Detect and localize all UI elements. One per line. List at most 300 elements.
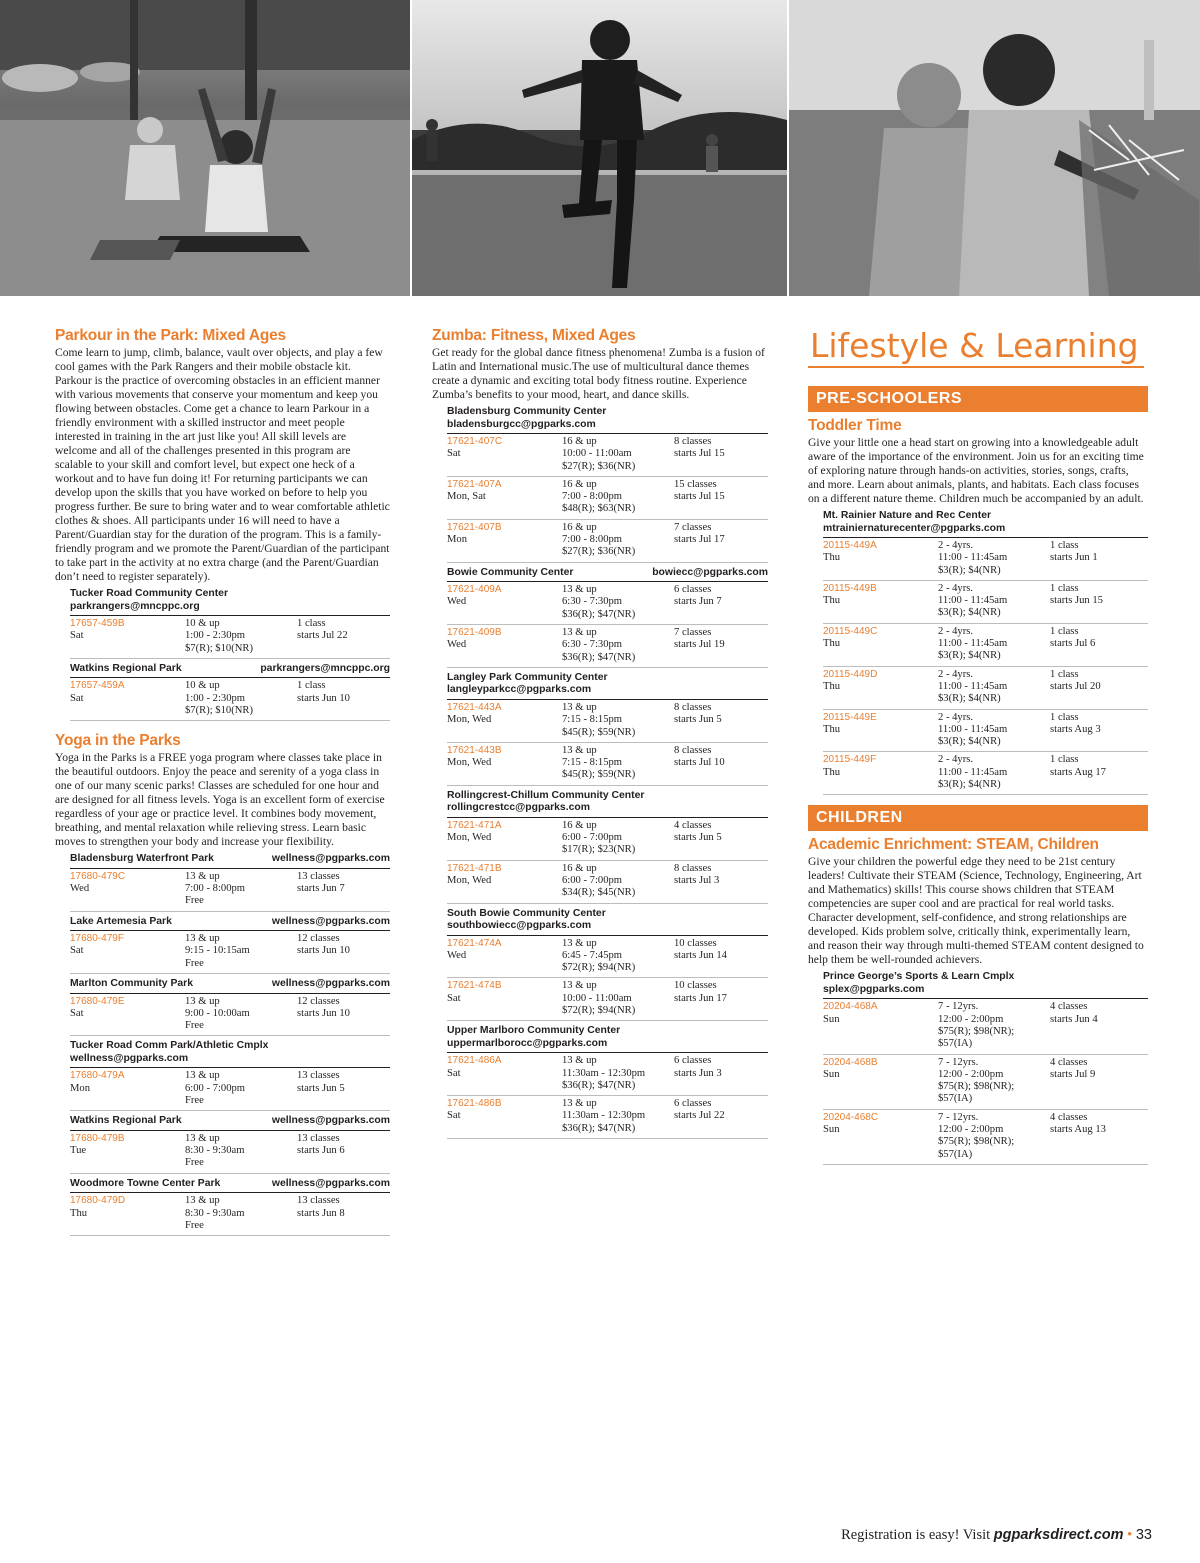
location-block bbox=[447, 790, 768, 904]
class-row bbox=[70, 1131, 390, 1174]
class-age: 13 & up bbox=[185, 1195, 220, 1207]
class-code[interactable]: 17621-409A bbox=[447, 584, 502, 596]
class-row bbox=[823, 710, 1148, 753]
class-age: 7 - 12yrs. bbox=[938, 1001, 979, 1013]
class-code[interactable]: 20115-449D bbox=[823, 668, 878, 680]
class-start: starts Jul 20 bbox=[1050, 680, 1101, 692]
class-spacer bbox=[447, 962, 562, 974]
location-header bbox=[823, 971, 1148, 999]
class-age: 13 & up bbox=[562, 937, 597, 949]
class-code[interactable]: 17621-471A bbox=[447, 819, 502, 831]
location-email[interactable]: bowiecc@pgparks.com bbox=[652, 566, 768, 578]
class-fee: $34(R); $45(NR) bbox=[562, 887, 636, 899]
class-start: starts Jun 6 bbox=[297, 1145, 345, 1157]
class-day: Mon, Sat bbox=[447, 491, 486, 503]
location-email[interactable]: wellness@pgparks.com bbox=[70, 1052, 189, 1064]
class-time: 1:00 - 2:30pm bbox=[185, 630, 246, 642]
class-code[interactable]: 17657-459A bbox=[70, 680, 125, 692]
class-time: 11:00 - 11:45am bbox=[938, 595, 1008, 607]
category-band: PRE-SCHOOLERS bbox=[808, 386, 1148, 412]
class-start: starts Jun 3 bbox=[674, 1067, 722, 1079]
class-row bbox=[823, 667, 1148, 710]
class-count: 10 classes bbox=[674, 937, 717, 949]
class-age: 2 - 4yrs. bbox=[938, 754, 974, 766]
class-day: Wed bbox=[447, 596, 467, 608]
location-block bbox=[70, 663, 390, 721]
class-code[interactable]: 20115-449B bbox=[823, 582, 877, 594]
class-time: 6:30 - 7:30pm bbox=[562, 639, 623, 651]
class-fee: $36(R); $47(NR) bbox=[562, 651, 636, 663]
location-block bbox=[447, 406, 768, 563]
class-time: 8:30 - 9:30am bbox=[185, 1207, 245, 1219]
class-age: 16 & up bbox=[562, 436, 597, 447]
class-day: Wed bbox=[70, 883, 90, 895]
class-age: 13 & up bbox=[185, 995, 220, 1007]
location-block bbox=[70, 1040, 390, 1111]
location-header-row bbox=[70, 853, 390, 866]
section-description: Give your children the powerful edge they need to be 21st century leaders! Cultivate their STEAM (Science, Technology, Engineering, Art and Mathematics) skills! This course shows children that STEAM competencies are super cool and are practical for real world tasks. Character development, self-confidence, and strong relationships are developed. Kids problem solve, critically think, experimentally learn, and reason their way through multi-themed STEAM content designed to help them be well-rounded achievers. bbox=[808, 855, 1144, 967]
location-header bbox=[70, 853, 390, 869]
location-name: Rollingcrest-Chillum Community Center bbox=[447, 789, 645, 801]
class-spacer bbox=[447, 1123, 562, 1135]
section-description: Come learn to jump, climb, balance, vault over objects, and play a few cool games with the Park Rangers and their mobile obstacle kit. Parkour is the practice of overcoming obstacles in an efficient manner with various movements that conserve your momentum and keep you flowing between obstacles. Come get a chance to learn Parkour in a friendly environment with a skilled instructor and meet people interested in training in the art just like you! All skill levels are welcome and all of the challenges presented in this program are scalable to your skill and comfort level, but expect one heck of a workout and to have fun doing it! For returning participants we can develop upon the skills that you have worked on before to help you progress further. Be sure to bring water and to wear comfortable athletic clothes & shoes. All participants under 16 will need to have a Parent/Guardian stay for the duration of the program. This is a family-friendly program and we promote the Parent/Guardian of the participant to take part in the activity at no extra charge (and the Parent/Guardian don’t need to register separately). bbox=[55, 346, 390, 583]
program-section bbox=[55, 326, 390, 721]
class-row bbox=[823, 1110, 1148, 1165]
class-count: 1 class bbox=[1050, 668, 1079, 680]
class-code[interactable]: 20204-468A bbox=[823, 1001, 878, 1013]
class-count: 15 classes bbox=[674, 478, 717, 490]
class-day: Sat bbox=[447, 448, 461, 460]
class-time: 6:00 - 7:00pm bbox=[562, 832, 623, 844]
class-spacer bbox=[70, 1095, 185, 1107]
class-fee: $75(R); $98(NR); $57(IA) bbox=[938, 1136, 1015, 1160]
location-email[interactable]: parkrangers@mncppc.org bbox=[70, 600, 200, 612]
class-start: starts Jul 9 bbox=[1050, 1068, 1096, 1080]
class-code[interactable]: 17680-479A bbox=[70, 1070, 125, 1082]
class-day: Sat bbox=[70, 1007, 84, 1019]
class-age: 10 & up bbox=[185, 680, 220, 692]
location-email[interactable]: wellness@pgparks.com bbox=[271, 1115, 390, 1127]
class-count: 1 class bbox=[1050, 582, 1079, 594]
class-fee: $17(R); $23(NR) bbox=[562, 844, 636, 856]
class-start: starts Aug 17 bbox=[1050, 766, 1106, 778]
location-name: Tucker Road Community Center bbox=[70, 588, 228, 599]
class-time: 7:00 - 8:00pm bbox=[185, 883, 246, 895]
location-name: Mt. Rainier Nature and Rec Center bbox=[823, 510, 992, 521]
location-name: Watkins Regional Park bbox=[70, 1115, 182, 1127]
class-code[interactable]: 17621-486A bbox=[447, 1055, 502, 1067]
class-start: starts Jul 10 bbox=[674, 757, 725, 769]
class-count: 4 classes bbox=[1050, 1056, 1088, 1068]
location-name: Lake Artemesia Park bbox=[70, 915, 172, 927]
location-email[interactable]: wellness@pgparks.com bbox=[271, 978, 390, 990]
class-age: 10 & up bbox=[185, 618, 220, 629]
class-spacer bbox=[447, 1080, 562, 1092]
class-start: starts Jun 7 bbox=[674, 596, 722, 608]
location-email[interactable]: splex@pgparks.com bbox=[823, 983, 925, 995]
class-row bbox=[823, 999, 1148, 1054]
class-spacer bbox=[447, 844, 562, 856]
class-fee: $36(R); $47(NR) bbox=[562, 608, 636, 620]
class-age: 13 & up bbox=[185, 1070, 220, 1082]
class-code[interactable]: 17621-474B bbox=[447, 980, 502, 992]
class-day: Wed bbox=[447, 639, 467, 651]
class-code[interactable]: 17621-471B bbox=[447, 862, 502, 874]
class-spacer bbox=[447, 887, 562, 899]
class-day: Mon bbox=[70, 1082, 91, 1094]
class-time: 11:00 - 11:45am bbox=[938, 552, 1008, 564]
class-spacer bbox=[447, 769, 562, 781]
location-block bbox=[70, 916, 390, 974]
column-2 bbox=[432, 326, 768, 1139]
class-fee: Free bbox=[185, 1219, 204, 1231]
class-count: 4 classes bbox=[674, 819, 712, 831]
location-block bbox=[447, 908, 768, 1022]
location-header-row bbox=[70, 663, 390, 676]
class-code[interactable]: 17680-479E bbox=[70, 995, 125, 1007]
class-row bbox=[447, 743, 768, 786]
section-description: Give your little one a head start on growing into a knowledgeable adult aware of the importance of the environment. Join us for an exciting time of exploring nature through hands-on activities, stories, songs, crafts, and more. Learn about animals, plants, and habitats. Each class focuses on a different nature theme. Children much be accompanied by an adult. bbox=[808, 436, 1144, 505]
class-count: 1 class bbox=[297, 680, 326, 692]
class-start: starts Jun 5 bbox=[674, 714, 722, 726]
class-start: starts Jun 15 bbox=[1050, 595, 1103, 607]
class-start: starts Jun 4 bbox=[1050, 1013, 1098, 1025]
location-name: Prince George’s Sports & Learn Cmplx bbox=[823, 971, 1015, 983]
location-email[interactable]: rollingcrestcc@pgparks.com bbox=[447, 802, 590, 814]
footer-bullet: • bbox=[1127, 1527, 1133, 1543]
class-day: Sat bbox=[447, 1067, 461, 1079]
class-time: 6:30 - 7:30pm bbox=[562, 596, 623, 608]
class-age: 13 & up bbox=[562, 627, 597, 639]
class-count: 8 classes bbox=[674, 436, 712, 447]
class-day: Thu bbox=[823, 766, 841, 778]
location-email[interactable]: wellness@pgparks.com bbox=[271, 853, 390, 865]
program-section bbox=[55, 731, 390, 1236]
class-time: 9:00 - 10:00am bbox=[185, 1007, 250, 1019]
class-row bbox=[823, 538, 1148, 581]
class-start: starts Jul 22 bbox=[297, 630, 348, 642]
class-fee: $72(R); $94(NR) bbox=[562, 1005, 636, 1016]
location-email[interactable]: wellness@pgparks.com bbox=[271, 915, 390, 927]
class-start: starts Jul 22 bbox=[674, 1110, 725, 1122]
class-day: Thu bbox=[823, 723, 841, 735]
class-spacer bbox=[447, 1005, 562, 1017]
section-title: Zumba: Fitness, Mixed Ages bbox=[432, 327, 636, 344]
location-block bbox=[70, 1178, 390, 1236]
class-start: starts Jun 10 bbox=[297, 945, 350, 957]
class-fee: $3(R); $4(NR) bbox=[938, 693, 1001, 705]
class-count: 6 classes bbox=[674, 1055, 712, 1067]
class-day: Sun bbox=[823, 1068, 840, 1080]
class-fee: $3(R); $4(NR) bbox=[938, 736, 1001, 748]
class-day: Tue bbox=[70, 1145, 87, 1157]
class-fee: $3(R); $4(NR) bbox=[938, 650, 1001, 662]
class-start: starts Jun 7 bbox=[297, 883, 345, 895]
class-time: 7:00 - 8:00pm bbox=[562, 534, 623, 546]
location-email[interactable]: southbowiecc@pgparks.com bbox=[447, 920, 592, 932]
class-time: 7:15 - 8:15pm bbox=[562, 757, 623, 769]
class-code[interactable]: 17657-459B bbox=[70, 618, 125, 629]
class-age: 13 & up bbox=[562, 980, 597, 992]
class-age: 13 & up bbox=[562, 744, 597, 756]
location-email[interactable]: wellness@pgparks.com bbox=[271, 1177, 390, 1189]
class-time: 9:15 - 10:15am bbox=[185, 945, 250, 957]
class-code[interactable]: 17621-486B bbox=[447, 1098, 502, 1110]
class-count: 13 classes bbox=[297, 1132, 340, 1144]
location-name: Watkins Regional Park bbox=[70, 662, 182, 674]
class-count: 4 classes bbox=[1050, 1001, 1088, 1013]
class-age: 16 & up bbox=[562, 819, 597, 831]
class-start: starts Jul 19 bbox=[674, 639, 725, 651]
title-underline bbox=[808, 366, 1144, 368]
class-spacer bbox=[70, 1157, 185, 1169]
class-time: 11:00 - 11:45am bbox=[938, 638, 1008, 650]
class-start: starts Jun 8 bbox=[297, 1207, 345, 1219]
class-row bbox=[70, 1068, 390, 1111]
class-count: 7 classes bbox=[674, 627, 712, 639]
location-name: Tucker Road Comm Park/Athletic Cmplx bbox=[70, 1040, 269, 1052]
class-count: 1 class bbox=[297, 618, 326, 629]
class-code[interactable]: 17621-407B bbox=[447, 521, 502, 533]
location-header bbox=[823, 510, 1148, 538]
class-count: 4 classes bbox=[1050, 1111, 1088, 1123]
class-spacer bbox=[823, 736, 938, 748]
location-header bbox=[70, 978, 390, 994]
class-day: Thu bbox=[823, 638, 841, 650]
location-email[interactable]: parkrangers@mncppc.org bbox=[260, 662, 390, 674]
location-name: South Bowie Community Center bbox=[447, 907, 606, 919]
class-count: 1 class bbox=[1050, 540, 1079, 551]
class-age: 7 - 12yrs. bbox=[938, 1111, 979, 1123]
column-3 bbox=[808, 326, 1148, 1165]
class-fee: $3(R); $4(NR) bbox=[938, 779, 1001, 791]
class-fee: $45(R); $59(NR) bbox=[562, 726, 636, 738]
class-row bbox=[447, 861, 768, 904]
class-spacer bbox=[70, 705, 185, 717]
class-age: 13 & up bbox=[562, 1055, 597, 1067]
class-row bbox=[70, 869, 390, 912]
class-count: 13 classes bbox=[297, 1070, 340, 1082]
photo-strip bbox=[0, 0, 1200, 296]
class-fee: Free bbox=[185, 1157, 204, 1169]
section-description: Get ready for the global dance fitness phenomena! Zumba is a fusion of Latin and International music.The use of multicultural dance themes create a dynamic and exciting total body fitness routine. Experience Zumba’s benefits to your mood, heart, and dance skills. bbox=[432, 346, 765, 401]
steam-photo bbox=[789, 0, 1200, 296]
class-code[interactable]: 20115-449C bbox=[823, 625, 878, 637]
class-row bbox=[447, 477, 768, 520]
location-email[interactable]: langleyparkcc@pgparks.com bbox=[447, 684, 592, 696]
yoga-photo bbox=[0, 0, 410, 296]
class-age: 13 & up bbox=[562, 701, 597, 713]
class-age: 16 & up bbox=[562, 521, 597, 533]
class-fee: $72(R); $94(NR) bbox=[562, 962, 636, 974]
class-fee: $27(R); $36(NR) bbox=[562, 460, 636, 472]
class-spacer bbox=[70, 1220, 185, 1232]
location-header-row bbox=[70, 978, 390, 991]
class-code[interactable]: 17680-479D bbox=[70, 1195, 126, 1207]
location-name: Woodmore Towne Center Park bbox=[70, 1177, 221, 1189]
location-header bbox=[70, 1040, 390, 1068]
location-header bbox=[447, 406, 768, 434]
column-1 bbox=[55, 326, 390, 1236]
location-header-row bbox=[70, 1178, 390, 1191]
class-start: starts Jul 15 bbox=[674, 448, 725, 460]
class-start: starts Jul 17 bbox=[674, 534, 725, 546]
class-row bbox=[823, 1055, 1148, 1110]
class-time: 1:00 - 2:30pm bbox=[185, 692, 246, 704]
class-row bbox=[447, 978, 768, 1021]
class-spacer bbox=[823, 1081, 938, 1106]
class-code[interactable]: 20204-468B bbox=[823, 1056, 878, 1068]
location-email[interactable]: bladensburgcc@pgparks.com bbox=[447, 418, 596, 430]
class-start: starts Jun 5 bbox=[674, 832, 722, 844]
class-spacer bbox=[447, 727, 562, 739]
footer-text: Registration is easy! Visit bbox=[841, 1527, 994, 1543]
class-code[interactable]: 20115-449F bbox=[823, 754, 877, 766]
class-spacer bbox=[823, 779, 938, 791]
class-spacer bbox=[823, 1136, 938, 1161]
class-code[interactable]: 17680-479C bbox=[70, 870, 126, 882]
class-start: starts Jun 1 bbox=[1050, 552, 1098, 564]
class-row bbox=[823, 624, 1148, 667]
class-age: 13 & up bbox=[562, 1098, 597, 1110]
class-day: Sun bbox=[823, 1013, 840, 1025]
location-header bbox=[447, 908, 768, 936]
class-count: 13 classes bbox=[297, 870, 340, 882]
class-count: 8 classes bbox=[674, 862, 712, 874]
class-day: Thu bbox=[823, 595, 841, 607]
class-code[interactable]: 17680-479F bbox=[70, 933, 124, 945]
class-row bbox=[70, 616, 390, 659]
class-count: 12 classes bbox=[297, 995, 340, 1007]
location-header-row bbox=[70, 1115, 390, 1128]
location-block bbox=[70, 588, 390, 659]
location-header bbox=[70, 1115, 390, 1131]
class-spacer bbox=[823, 607, 938, 619]
class-fee: $45(R); $59(NR) bbox=[562, 769, 636, 781]
location-block bbox=[70, 1115, 390, 1173]
class-count: 8 classes bbox=[674, 701, 712, 713]
class-row bbox=[823, 581, 1148, 624]
section-description: Yoga in the Parks is a FREE yoga program where classes take place in the beautiful outdoors. Enjoy the peace and serenity of a yoga class in one of our many scenic parks! Classes are scheduled for one hour and are designed for all fitness levels. Yoga is an excellent form of exercise regardless of your age or practice level. It combines body movement, breathing, and mental relaxation while relieving stress. Learn basic moves to strengthen your body and increase your flexibility. bbox=[55, 751, 385, 849]
class-row bbox=[447, 434, 768, 477]
class-spacer bbox=[823, 1026, 938, 1051]
class-code[interactable]: 17621-407A bbox=[447, 478, 502, 490]
location-header bbox=[447, 1025, 768, 1053]
class-spacer bbox=[70, 1020, 185, 1032]
class-time: 8:30 - 9:30am bbox=[185, 1145, 245, 1157]
class-count: 6 classes bbox=[674, 584, 712, 596]
class-count: 1 class bbox=[1050, 754, 1079, 766]
class-start: starts Jun 10 bbox=[297, 692, 350, 704]
location-name: Bladensburg Community Center bbox=[447, 406, 607, 417]
location-name: Langley Park Community Center bbox=[447, 671, 608, 683]
location-header bbox=[70, 1178, 390, 1194]
class-time: 12:00 - 2:00pm bbox=[938, 1013, 1004, 1025]
class-time: 11:30am - 12:30pm bbox=[562, 1067, 646, 1079]
class-row bbox=[447, 818, 768, 861]
class-row bbox=[447, 582, 768, 625]
category-band: CHILDREN bbox=[808, 805, 1148, 831]
class-row bbox=[447, 936, 768, 979]
class-row bbox=[447, 520, 768, 563]
class-day: Mon, Wed bbox=[447, 874, 492, 886]
location-email[interactable]: uppermarlborocc@pgparks.com bbox=[447, 1037, 608, 1049]
class-time: 11:00 - 11:45am bbox=[938, 766, 1008, 778]
location-block bbox=[70, 978, 390, 1036]
class-fee: $27(R); $36(NR) bbox=[562, 546, 636, 558]
page-title: Lifestyle & Learning bbox=[810, 326, 1139, 365]
class-day: Sat bbox=[447, 992, 461, 1004]
class-time: 7:15 - 8:15pm bbox=[562, 714, 623, 726]
class-age: 16 & up bbox=[562, 862, 597, 874]
class-time: 10:00 - 11:00am bbox=[562, 448, 632, 460]
class-day: Mon bbox=[447, 534, 468, 546]
class-row bbox=[447, 1053, 768, 1096]
class-fee: $7(R); $10(NR) bbox=[185, 642, 253, 654]
section-title: Parkour in the Park: Mixed Ages bbox=[55, 327, 286, 344]
class-fee: $36(R); $47(NR) bbox=[562, 1079, 636, 1091]
class-start: starts Jun 5 bbox=[297, 1082, 345, 1094]
class-code[interactable]: 20115-449A bbox=[823, 540, 877, 551]
class-time: 7:00 - 8:00pm bbox=[562, 491, 623, 503]
class-code[interactable]: 20115-449E bbox=[823, 711, 877, 723]
location-block bbox=[447, 672, 768, 786]
footer-site-link[interactable]: pgparksdirect.com bbox=[993, 1527, 1124, 1543]
class-day: Sat bbox=[70, 692, 84, 704]
class-fee: $3(R); $4(NR) bbox=[938, 607, 1001, 619]
class-spacer bbox=[447, 503, 562, 515]
location-header bbox=[447, 672, 768, 700]
class-code[interactable]: 17621-409B bbox=[447, 627, 502, 639]
class-code[interactable]: 17621-443B bbox=[447, 744, 502, 756]
class-day: Mon, Wed bbox=[447, 757, 492, 769]
location-name: Bowie Community Center bbox=[447, 566, 574, 578]
location-email[interactable]: mtrainiernaturecenter@pgparks.com bbox=[823, 522, 1006, 534]
class-count: 7 classes bbox=[674, 521, 712, 533]
class-code[interactable]: 17621-474A bbox=[447, 937, 502, 949]
class-day: Thu bbox=[823, 680, 841, 692]
class-code[interactable]: 20204-468C bbox=[823, 1111, 879, 1123]
class-time: 6:00 - 7:00pm bbox=[562, 874, 623, 886]
class-day: Mon, Wed bbox=[447, 714, 492, 726]
class-day: Sat bbox=[70, 945, 84, 957]
location-header bbox=[70, 663, 390, 679]
section-title: Academic Enrichment: STEAM, Children bbox=[808, 836, 1099, 854]
class-count: 12 classes bbox=[297, 933, 340, 945]
class-spacer bbox=[70, 643, 185, 655]
column-3-body bbox=[808, 386, 1148, 1165]
class-fee: $3(R); $4(NR) bbox=[938, 564, 1001, 576]
class-row bbox=[447, 625, 768, 668]
class-code[interactable]: 17621-443A bbox=[447, 701, 502, 713]
program-section bbox=[432, 326, 768, 1139]
section-title: Yoga in the Parks bbox=[55, 732, 181, 750]
class-code[interactable]: 17621-407C bbox=[447, 436, 503, 447]
class-start: starts Jul 3 bbox=[674, 874, 720, 886]
class-fee: $48(R); $63(NR) bbox=[562, 503, 636, 515]
location-name: Marlton Community Park bbox=[70, 978, 193, 990]
zumba-photo bbox=[412, 0, 787, 296]
class-code[interactable]: 17680-479B bbox=[70, 1132, 125, 1144]
class-day: Thu bbox=[70, 1207, 88, 1219]
location-header-row bbox=[447, 567, 768, 580]
footer bbox=[822, 1527, 1152, 1544]
class-day: Mon, Wed bbox=[447, 832, 492, 844]
class-age: 13 & up bbox=[185, 1132, 220, 1144]
class-time: 11:00 - 11:45am bbox=[938, 680, 1008, 692]
class-start: starts Jun 10 bbox=[297, 1007, 350, 1019]
class-age: 13 & up bbox=[185, 870, 220, 882]
